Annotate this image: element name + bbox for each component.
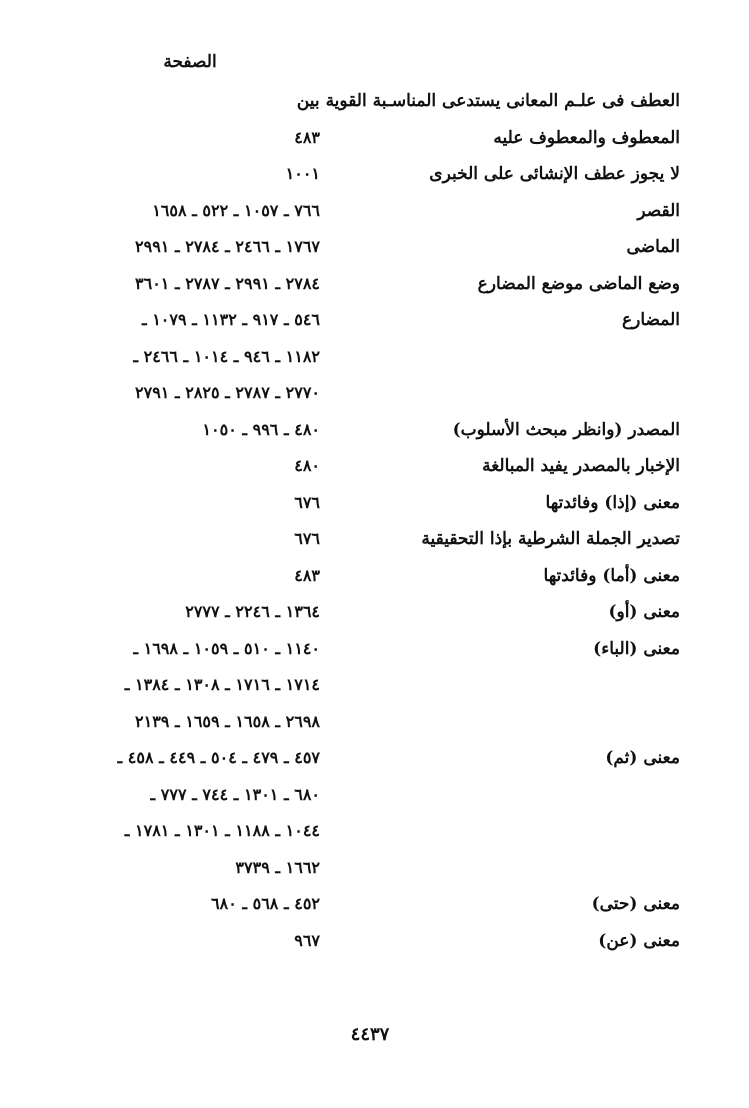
index-list bbox=[50, 86, 680, 962]
index-entry bbox=[50, 670, 680, 707]
index-term: معنى (حتى) bbox=[591, 894, 680, 914]
index-entry bbox=[50, 451, 680, 488]
index-term: لا يجوز عطف الإنشائى على الخبرى bbox=[429, 164, 680, 184]
index-entry bbox=[50, 342, 680, 379]
index-page-refs: ٦٨٠ ـ ١٣٠١ ـ ٧٤٤ ـ ٧٧٧ ـ bbox=[150, 784, 320, 804]
index-entry bbox=[50, 707, 680, 744]
index-term: معنى (ثم) bbox=[605, 748, 680, 768]
index-term: المصدر (وانظر مبحث الأسلوب) bbox=[452, 419, 680, 440]
index-term: المضارع bbox=[621, 310, 680, 330]
index-entry bbox=[50, 853, 680, 890]
index-entry bbox=[50, 816, 680, 853]
index-entry bbox=[50, 232, 680, 269]
index-page-refs: ٤٥٢ ـ ٥٦٨ ـ ٦٨٠ bbox=[211, 894, 320, 913]
index-page-refs: ٦٧٦ bbox=[294, 529, 320, 548]
index-entry bbox=[50, 926, 680, 963]
index-entry bbox=[50, 524, 680, 561]
index-term: الماضى bbox=[626, 237, 680, 257]
index-page-refs: ١٧٦٧ ـ ٢٤٦٦ ـ ٢٧٨٤ ـ ٢٩٩١ bbox=[135, 237, 320, 256]
index-page-refs: ٢٦٩٨ ـ ١٦٥٨ ـ ١٦٥٩ ـ ٢١٣٩ bbox=[135, 711, 320, 731]
index-term: المعطوف والمعطوف عليه bbox=[493, 127, 680, 148]
index-entry bbox=[50, 561, 680, 598]
index-term: معنى (الباء) bbox=[593, 638, 680, 659]
index-page-refs: ٩٦٧ bbox=[294, 930, 320, 950]
index-term: القصر bbox=[637, 200, 680, 221]
index-entry bbox=[50, 305, 680, 342]
index-entry bbox=[50, 634, 680, 671]
index-page-refs: ١٠٠١ bbox=[285, 164, 320, 183]
index-term: معنى (أو) bbox=[608, 602, 680, 622]
index-page-refs: ٢٧٨٤ ـ ٢٩٩١ ـ ٢٧٨٧ ـ ٣٦٠١ bbox=[135, 273, 320, 293]
index-entry bbox=[50, 159, 680, 196]
index-entry bbox=[50, 597, 680, 634]
index-term: معنى (إذا) وفائدتها bbox=[545, 492, 680, 513]
index-page-refs: ٤٨٠ ـ ٩٩٦ ـ ١٠٥٠ bbox=[202, 419, 320, 439]
index-page-refs: ٤٨٠ bbox=[294, 456, 320, 475]
index-term: الإخبار بالمصدر يفيد المبالغة bbox=[482, 456, 680, 476]
index-page-refs: ١٣٦٤ ـ ٢٢٤٦ ـ ٢٧٧٧ bbox=[185, 602, 320, 621]
index-page-refs: ٢٧٧٠ ـ ٢٧٨٧ ـ ٢٨٢٥ ـ ٢٧٩١ bbox=[135, 383, 320, 402]
index-entry bbox=[50, 780, 680, 817]
index-term: وضع الماضى موضع المضارع bbox=[477, 273, 680, 294]
index-page-refs: ١١٤٠ ـ ٥١٠ ـ ١٠٥٩ ـ ١٦٩٨ ـ bbox=[133, 638, 320, 658]
index-entry bbox=[50, 415, 680, 452]
index-entry bbox=[50, 86, 680, 123]
index-page-refs: ٦٧٦ bbox=[294, 492, 320, 512]
index-entry bbox=[50, 743, 680, 780]
index-term: معنى (عن) bbox=[598, 930, 680, 951]
index-entry bbox=[50, 488, 680, 525]
index-entry bbox=[50, 889, 680, 926]
index-page-refs: ١٦٦٢ ـ ٣٧٣٩ bbox=[235, 857, 320, 877]
index-page-refs: ٤٨٣ bbox=[294, 565, 320, 585]
index-entry bbox=[50, 378, 680, 415]
index-term: تصدير الجملة الشرطية بإذا التحقيقية bbox=[421, 529, 680, 549]
index-page-refs: ٧٦٦ ـ ١٠٥٧ ـ ٥٢٢ ـ ١٦٥٨ bbox=[152, 200, 320, 220]
index-entry bbox=[50, 196, 680, 233]
index-term: معنى (أما) وفائدتها bbox=[543, 565, 680, 586]
index-page-refs: ٤٨٣ bbox=[294, 127, 320, 147]
index-term: العطف فى علـم المعانى يستدعى المناسـبة القوية بين bbox=[296, 91, 680, 111]
index-page-refs: ٤٥٧ ـ ٤٧٩ ـ ٥٠٤ ـ ٤٤٩ ـ ٤٥٨ ـ bbox=[117, 748, 320, 767]
index-entry bbox=[50, 269, 680, 306]
index-page-refs: ٥٤٦ ـ ٩١٧ ـ ١١٣٢ ـ ١٠٧٩ ـ bbox=[141, 310, 320, 329]
index-entry bbox=[50, 123, 680, 160]
index-page-refs: ١٠٤٤ ـ ١١٨٨ ـ ١٣٠١ ـ ١٧٨١ ـ bbox=[124, 821, 320, 840]
index-page-refs: ١٧١٤ ـ ١٧١٦ ـ ١٣٠٨ ـ ١٣٨٤ ـ bbox=[124, 675, 320, 694]
page-number: ٤٤٣٧ bbox=[350, 1024, 390, 1045]
index-page-refs: ١١٨٢ ـ ٩٤٦ ـ ١٠١٤ ـ ٢٤٦٦ ـ bbox=[133, 346, 320, 366]
page-column-title: الصفحة bbox=[163, 52, 217, 72]
